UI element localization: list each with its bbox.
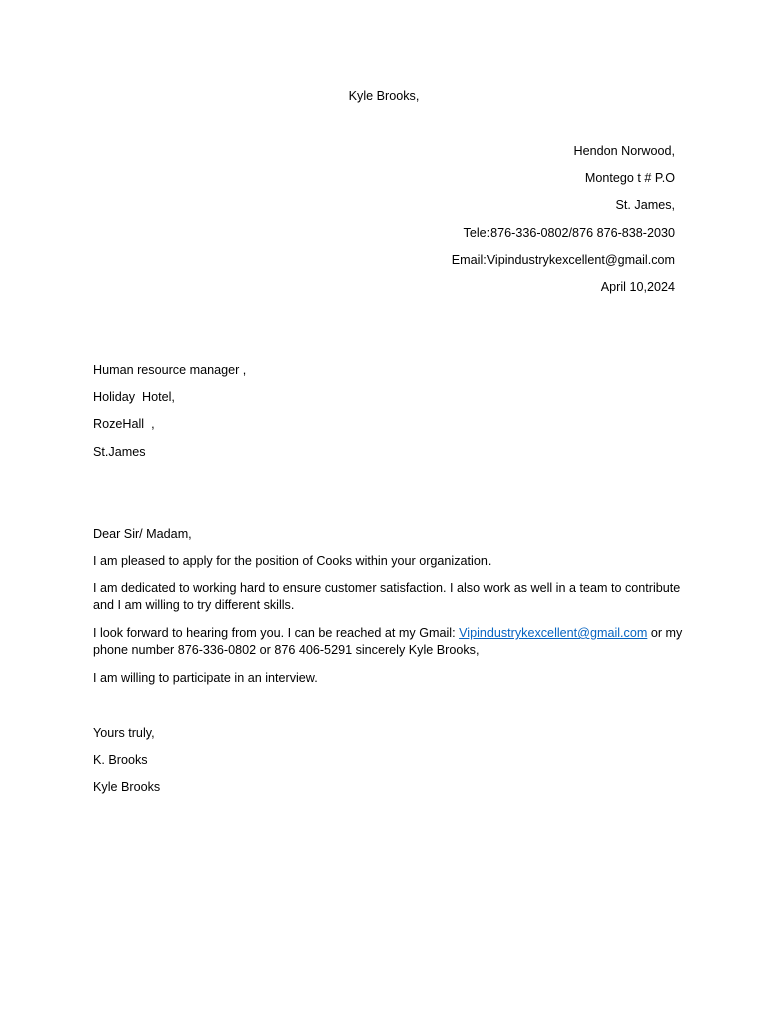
body-paragraph-3-text-end: or my phone number 876-336-0802 or 876 406-5291 sincerely Kyle Brooks, bbox=[93, 626, 683, 657]
sender-email: Email:Vipindustrykexcellent@gmail.com bbox=[451, 253, 675, 267]
signature-initial: K. Brooks bbox=[93, 753, 148, 767]
recipient-line-1: Human resource manager , bbox=[93, 363, 247, 377]
salutation: Dear Sir/ Madam, bbox=[93, 527, 192, 541]
sender-telephone: Tele:876-336-0802/876 876-838-2030 bbox=[463, 226, 675, 240]
email-link[interactable]: Vipindustrykexcellent@gmail.com bbox=[459, 626, 648, 640]
recipient-line-2: Holiday Hotel, bbox=[93, 390, 175, 404]
recipient-line-3: RozeHall , bbox=[93, 417, 155, 431]
sender-address-line-1: Hendon Norwood, bbox=[573, 144, 675, 158]
closing-line: Yours truly, bbox=[93, 726, 155, 740]
signature-full-name: Kyle Brooks bbox=[93, 780, 161, 794]
sender-address-line-3: St. James, bbox=[615, 198, 675, 212]
body-paragraph-3 bbox=[93, 625, 683, 659]
recipient-line-4: St.James bbox=[93, 445, 146, 459]
body-paragraph-3-text-start: I look forward to hearing from you. I can be reached at my Gmail: bbox=[93, 626, 460, 640]
header-name: Kyle Brooks, bbox=[348, 89, 420, 103]
letter-date: April 10,2024 bbox=[600, 280, 675, 294]
body-paragraph-2: I am dedicated to working hard to ensure customer satisfaction. I also work as well in a team to contribute and I am willing to try different skills. bbox=[93, 581, 681, 612]
sender-address-line-2: Montego t # P.O bbox=[584, 171, 675, 185]
body-paragraph-1: I am pleased to apply for the position of Cooks within your organization. bbox=[93, 554, 492, 568]
body-paragraph-4: I am willing to participate in an interview. bbox=[93, 671, 318, 685]
